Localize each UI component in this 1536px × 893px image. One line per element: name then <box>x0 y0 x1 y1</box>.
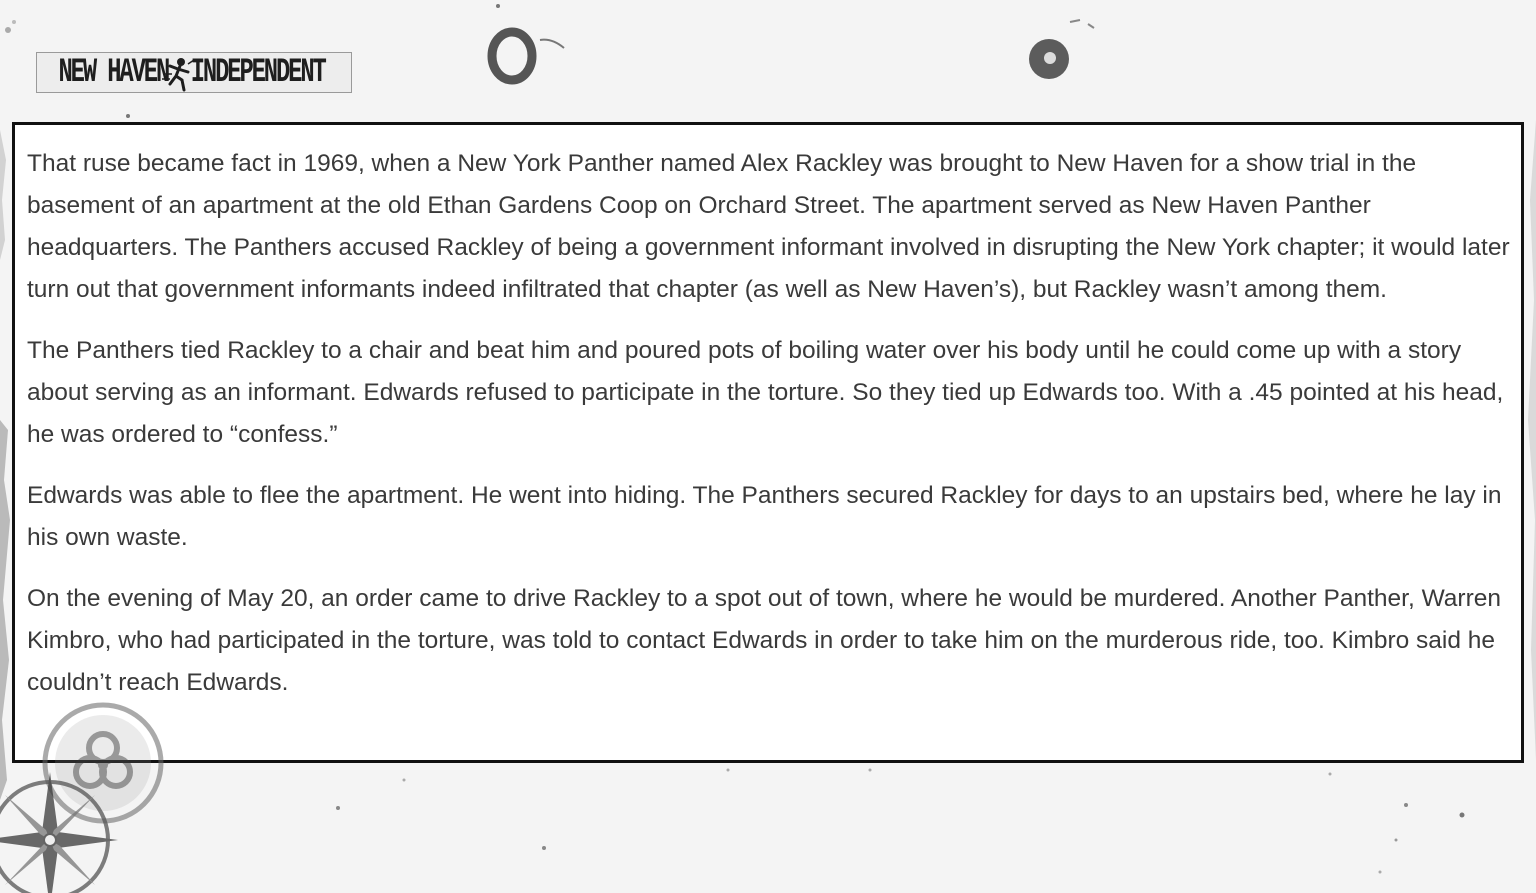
logo-left-text: NEW HAVEN <box>58 53 169 92</box>
paragraph-3: Edwards was able to flee the apartment. He went into hiding. The Panthers secured Rackley for days to an upstairs bed, where he lay in his own waste. <box>27 482 1502 551</box>
paragraph-4: On the evening of May 20, an order came to drive Rackley to a spot out of town, where he would be murdered. Another Panther, Warren Kimbro, who had participated in the torture, was told to contact Edwards in order to take him on the murderous ride, too. Kimbro said he couldn’t reach Edwards. <box>27 585 1501 696</box>
site-logo[interactable] <box>36 52 352 93</box>
paragraph-2: The Panthers tied Rackley to a chair and beat him and poured pots of boiling water over his body until he could come up with a story about serving as an informant. Edwards refused to participate in the torture. So they tied up Edwards too. With a .45 pointed at his head, he was ordered to “confess.” <box>27 337 1504 448</box>
paragraph-1: That ruse became fact in 1969, when a New York Panther named Alex Rackley was brought to New Haven for a show trial in the basement of an apartment at the old Ethan Gardens Coop on Orchard Street. The apartment served as New Haven Panther headquarters. The Panthers accused Rackley of being a government informant involved in disrupting the New York chapter; it would later turn out that government informants indeed infiltrated that chapter (as well as New Haven’s), but Rackley wasn’t among them. <box>27 150 1510 303</box>
article-excerpt <box>12 122 1524 763</box>
logo-right-text: INDEPENDENT <box>190 53 325 92</box>
